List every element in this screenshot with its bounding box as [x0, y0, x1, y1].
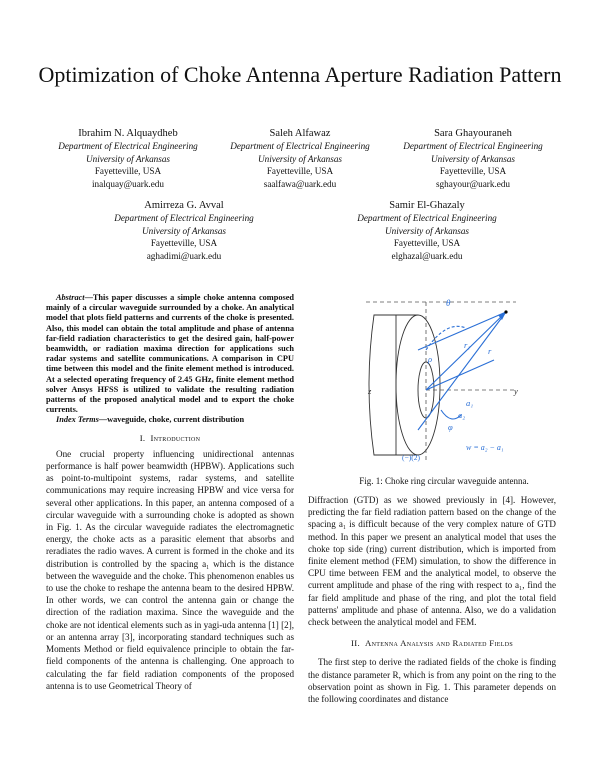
author-dept: Department of Electrical Engineering — [230, 141, 370, 151]
w-label: w = a₂ − a₁ — [466, 443, 504, 452]
author-dept: Department of Electrical Engineering — [114, 213, 254, 223]
author-city: Fayetteville, USA — [439, 166, 507, 177]
abstract-label: Abstract — [56, 293, 85, 302]
author-univ: University of Arkansas — [85, 153, 171, 164]
figure-1 — [366, 290, 556, 475]
r1-label: r₁ — [464, 340, 471, 350]
author-name: Saleh Alfawaz — [269, 128, 331, 139]
section-title: Antenna Analysis and Radiated Fields — [365, 638, 513, 649]
author-city: Fayetteville, USA — [150, 238, 218, 249]
author-block-1 — [48, 127, 208, 190]
author-email: elghazal@uark.edu — [391, 250, 463, 261]
author-city: Fayetteville, USA — [94, 166, 162, 177]
author-block-4 — [104, 199, 264, 262]
author-univ: University of Arkansas — [430, 153, 516, 164]
theta-label: θ — [446, 298, 451, 308]
a1-label: a₁ — [466, 398, 474, 408]
left-column — [46, 293, 294, 692]
section-number: I. — [139, 432, 146, 443]
author-email: aghadimi@uark.edu — [146, 250, 222, 261]
author-block-5 — [344, 199, 510, 262]
abstract-text: This paper discusses a simple choke antenna composed mainly of a circular waveguide surrounded by a choke. An analytical model that plots field patterns and currents of the choke is presented. Also, this model can obtain the total amplitude and phase of antenna far-field radiation characteristics to get the desired gain, half-power beamwidth, or radiation maxima direction for applications such radar systems and satellite communications. A comparison in CPU time between this model and the finite element method is introduced. At a selected operating frequency of 2.45 GHz, finite element method solver Ansys HFSS is utilized to validate the resulting radiation patterns of the proposed analytical model and to export the choke currents. — [46, 293, 294, 415]
author-block-2 — [220, 127, 380, 190]
author-name: Amirreza G. Avval — [144, 200, 224, 211]
y-axis-label: y — [514, 386, 518, 396]
author-block-3 — [392, 127, 554, 190]
choke-antenna-diagram — [366, 290, 556, 470]
author-city: Fayetteville, USA — [266, 166, 334, 177]
section-2-heading — [308, 637, 556, 649]
r-label: r — [488, 346, 492, 356]
abstract: Abstract—This paper discusses a simple choke antenna composed mainly of a circular waveguide surrounded by a choke. An analytical model that plots field patterns and currents of the choke is presented. Also, this model can obtain the total amplitude and phase of antenna far-field radiation characteristics to get the desired gain, half-power beamwidth, or radiation maxima direction for applications such radar systems and satellite communications. A comparison in CPU time between this model and the finite element method is introduced. At a selected operating frequency of 2.45 GHz, finite element method solver Ansys HFSS is utilized to validate the resulting radiation patterns of the proposed analytical model and to export the choke currents. — [46, 293, 294, 415]
phi-label: φ — [448, 422, 453, 432]
section-1-heading — [46, 432, 294, 444]
index-terms-text: waveguide, choke, current distribution — [107, 415, 245, 425]
hatch-label: (−)(2) — [402, 453, 420, 462]
author-univ: University of Arkansas — [384, 225, 470, 236]
section-number: II. — [351, 638, 360, 649]
z-axis-label: z — [368, 386, 372, 396]
index-terms: Index Terms—waveguide, choke, current distribution — [56, 415, 245, 425]
author-dept: Department of Electrical Engineering — [357, 213, 497, 223]
a2-label: a₂ — [458, 410, 466, 420]
section-2-paragraph: The first step to derive the radiated fields of the choke is finding the distance parameter R, which is from any point on the ring to the observation point as shown in Fig. 1. This parameter depends on the following coordinates and distance — [308, 657, 556, 705]
author-name: Samir El-Ghazaly — [389, 200, 465, 211]
section-1-paragraph: One crucial property influencing unidirectional antennas performance is half power beamwidth (HPBW). Applications such as point-to-multipoint systems, radar systems, and satellite communications may require increasing HPBW and vice versa for several other applications. In this paper, an antenna composed of a circular waveguide with a surrounding choke is adopted as shown in Fig. 1. As the circular waveguide radiates the electromagnetic energy, the choke acts as a parasitic element that absorbs and reradiates the radio waves. A current is formed in the choke and its distribution is controlled by the spacing a₁ which is the distance between the waveguide and the choke. This phenomenon enables us to use the choke to reshape the antenna beam to the desired HPBW. In other words, we can control the antenna gain or change the direction of the radiation maxima. Since the waveguide and the choke are not identical elements such as in yagi-uda antenna [1] [2], or an antenna array [3], incorporating standard techniques such as Moments Method or field equivalence principle to obtain the far-field components of the antenna is challenging. One approach to calculating the far field radiation components of the proposed antenna is to use Geometrical Theory of — [46, 448, 294, 691]
section-title: Introduction — [150, 432, 201, 443]
author-name: Ibrahim N. Alquaydheb — [78, 128, 178, 139]
author-univ: University of Arkansas — [141, 225, 227, 236]
paper-title: Optimization of Choke Antenna Aperture Radiation Pattern — [38, 62, 562, 87]
author-email: saalfawa@uark.edu — [263, 178, 337, 189]
author-name: Sara Ghayouraneh — [434, 128, 512, 139]
choke-body — [369, 315, 418, 455]
author-dept: Department of Electrical Engineering — [403, 141, 543, 151]
index-terms-label: Index Terms — [56, 415, 99, 425]
author-city: Fayetteville, USA — [393, 238, 461, 249]
author-email: inalquay@uark.edu — [92, 178, 164, 189]
figure-caption: Fig. 1: Choke ring circular waveguide antenna. — [359, 476, 529, 486]
author-univ: University of Arkansas — [257, 153, 343, 164]
right-column — [308, 494, 556, 705]
right-paragraph-1: Diffraction (GTD) as we showed previously in [4]. However, predicting the far field radiation pattern based on the change of the spacing a₁ is difficult because of the very complex nature of GTD method. In this paper we present an analytical model that uses the choke top side (ring) current distribution, which is imported from finite element method (FEM) simulation, to show the difference in CPU time between FEM and the analytical model, to observe the current amplitude and phase of the ring with respect to a₁, find the far field amplitude and phase of the ring, and plot the total field patterns' amplitude and phase of antenna. Also, we do a validation check between the analytical model and FEM. — [308, 495, 556, 628]
rho-label: ρ — [428, 354, 433, 364]
author-email: sghayour@uark.edu — [435, 178, 511, 189]
author-dept: Department of Electrical Engineering — [58, 141, 198, 151]
